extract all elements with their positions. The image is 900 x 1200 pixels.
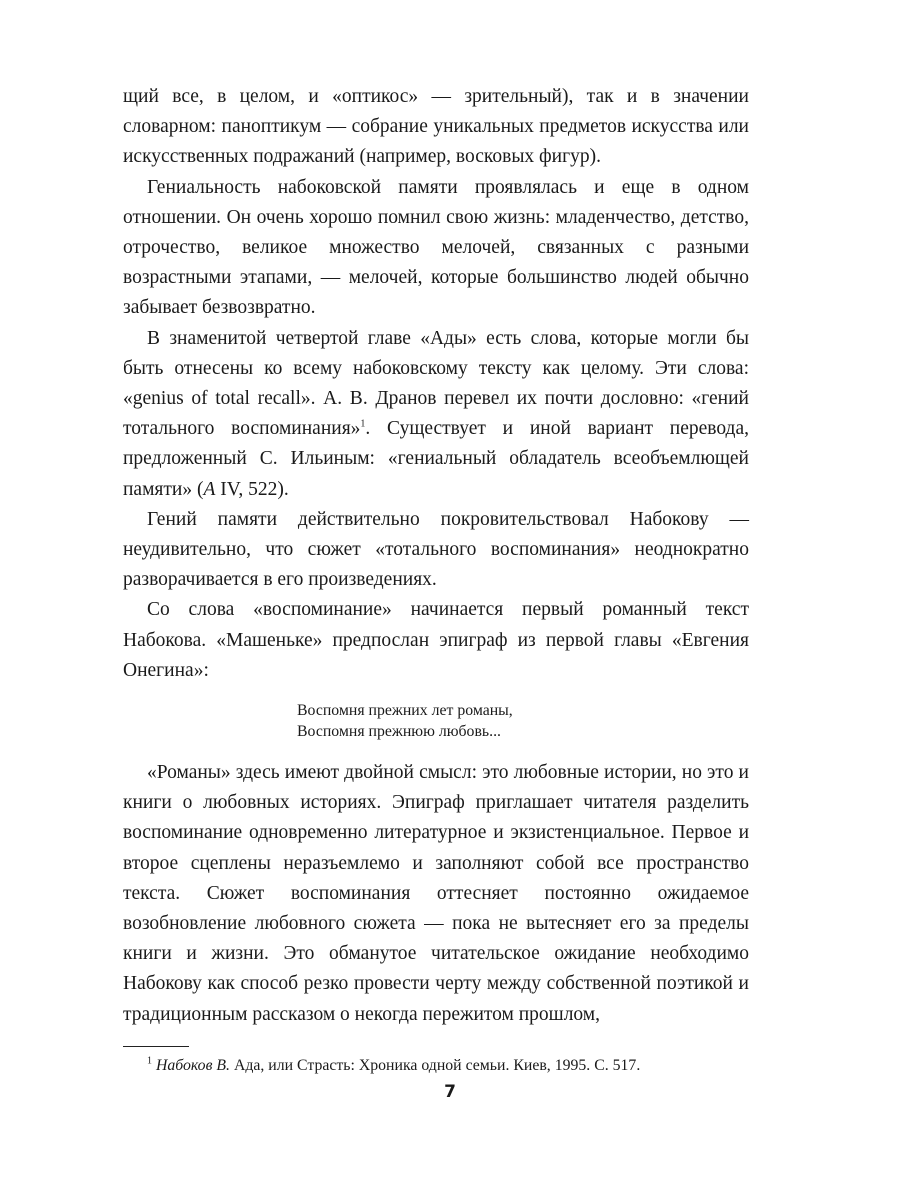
paragraph-ada-text-end: IV, 522). xyxy=(215,478,289,500)
footnote-reference-mark: 1 xyxy=(360,418,366,430)
footnote-text: Ада, или Страсть: Хроника одной семьи. Киев, 1995. С. 517. xyxy=(230,1056,641,1074)
epigraph xyxy=(123,700,749,742)
epigraph-line-2: Воспомня прежнюю любовь... xyxy=(297,723,501,741)
footnote-author: Набоков В. xyxy=(155,1056,230,1074)
paragraph-memory-genius: Гениальность набоковской памяти проявлялась и еще в одном отношении. Он очень хорошо помнил свою жизнь: младенчество, детство, отрочество, великое множество мелочей, связанных с разными возрастными этапами, — мелочей, которые большинство людей обычно забывает безвозвратно. xyxy=(123,176,749,319)
footnote-separator xyxy=(123,1046,189,1047)
footnote xyxy=(123,1055,749,1076)
paragraph-romances: «Романы» здесь имеют двойной смысл: это любовные истории, но это и книги о любовных историях. Эпиграф приглашает читателя разделить воспоминание одновременно литературное и экзистенциальное. Первое и второе сцеплены неразъемлемо и заполняют собой все пространство текста. Сюжет воспоминания оттесняет постоянно ожидаемое возобновление любовного сюжета — пока не вытесняет его за пределы книги и жизни. Это обманутое читательское ожидание необходимо Набокову как способ резко провести черту между собственной поэтикой и традиционным рассказом о некогда пережитом прошлом, xyxy=(123,762,749,1025)
page-number: 7 xyxy=(444,1082,456,1102)
paragraph-ada-quote xyxy=(123,324,749,505)
footnote-mark: 1 xyxy=(147,1055,152,1067)
paragraph-total-recall: Гений памяти действительно покровительствовал Набокову — неудивительно, что сюжет «тотального воспоминания» неоднократно разворачивается в его произведениях. xyxy=(123,508,749,591)
paragraph-continuation: щий все, в целом, и «оптикос» — зрительный), так и в значении словарном: паноптикум — собрание уникальных предметов искусства или искусственных подражаний (например, восковых фигур). xyxy=(123,86,749,168)
epigraph-line-1: Воспомня прежних лет романы, xyxy=(297,702,513,720)
paragraph-ada-text-before: В знаменитой четвертой главе «Ады» есть слова, которые могли бы быть отнесены ко всему набоковскому тексту как целому. Эти слова: «genius of total recall». А. В. Дранов перевел их почти дословно: «гений тотального воспоминания» xyxy=(123,327,749,440)
paragraph-ada-italic-ref: А xyxy=(203,478,216,500)
paragraph-ada-text-after: . Существует и иной вариант перевода, предложенный С. Ильиным: «гениальный обладатель всеобъемлющей памяти» ( xyxy=(123,418,750,500)
paragraph-mashenka: Со слова «воспоминание» начинается первый романный текст Набокова. «Машеньке» предпослан эпиграф из первой главы «Евгения Онегина»: xyxy=(123,599,749,681)
page-content xyxy=(123,82,749,1076)
